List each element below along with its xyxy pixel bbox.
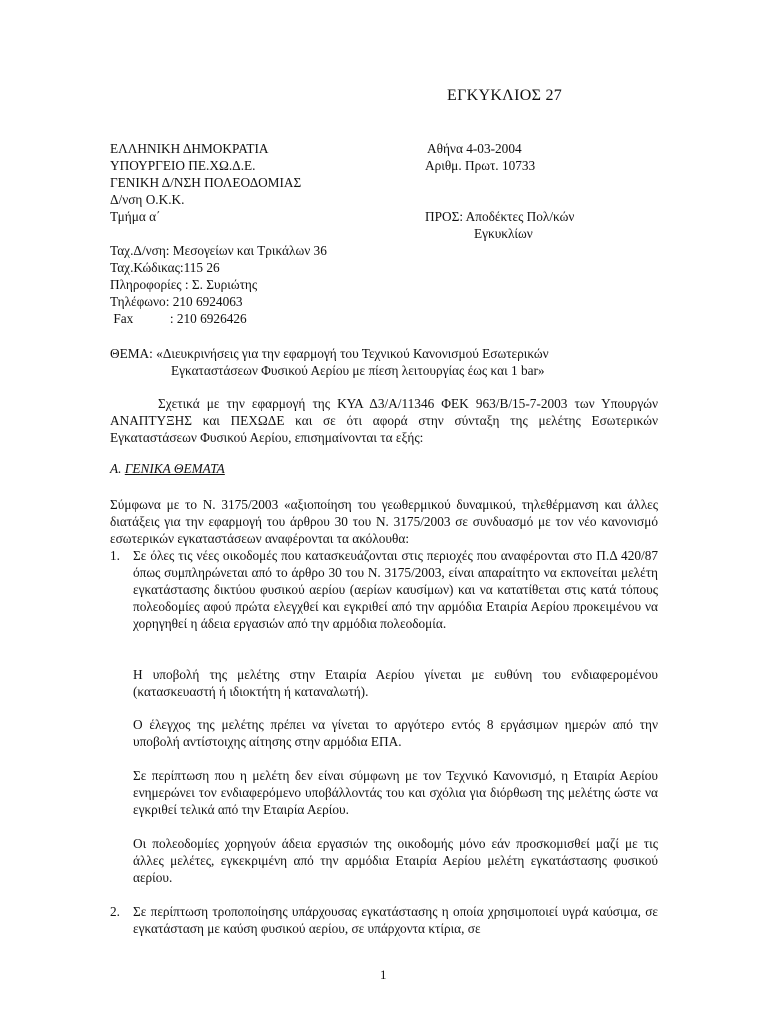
- protocol-number: Αριθμ. Πρωτ. 10733: [425, 158, 536, 173]
- section-intro-paragraph: Σύμφωνα με το Ν. 3175/2003 «αξιοποίηση του γεωθερμικού δυναμικού, τηλεθέρμανση και άλλες διατάξεις για την εφαρμογή του άρθρου 30 του Ν. 3175/2003 σε συνδυασμό με τον νέο κανονισμό εσωτερικών εγκαταστάσεων αναφέρονται τα ακόλουθα:: [110, 497, 658, 546]
- info-line: Πληροφορίες : Σ. Συριώτης: [110, 277, 258, 292]
- phone-line: Τηλέφωνο: 210 6924063: [110, 294, 243, 309]
- subject-line-2: Εγκαταστάσεων Φυσικού Αερίου με πίεση λειτουργίας έως και 1 bar»: [171, 363, 545, 378]
- fax-line: Fax : 210 6926426: [110, 311, 247, 326]
- section-title: ΓΕΝΙΚΑ ΘΕΜΑΤΑ: [124, 461, 225, 476]
- item1-paragraph-4: Σε περίπτωση που η μελέτη δεν είναι σύμφωνη με τον Τεχνικό Κανονισμό, η Εταιρία Αερίου ενημερώνει τον ενδιαφερόμενο υποβάλλοντάς του και σχόλια για διόρθωση της μελέτης ώστε να εγκριθεί τελικά από την Εταιρία Αερίου.: [133, 768, 658, 817]
- page-number: 1: [380, 967, 387, 982]
- postcode-line: Ταχ.Κώδικας:115 26: [110, 260, 220, 275]
- recipients-line: ΠΡΟΣ: Αποδέκτες Πολ/κών: [425, 209, 575, 224]
- item1-paragraph-5: Οι πολεοδομίες χορηγούν άδεια εργασιών της οικοδομής μόνο εάν προσκομισθεί μαζί με τις άλλες μελέτες, εγκεκριμένη από την αρμόδια Εταιρία Αερίου μελέτη εγκατάστασης φυσικού αερίου.: [133, 836, 658, 885]
- subject-line-1: ΘΕΜΑ: «Διευκρινήσεις για την εφαρμογή του Τεχνικού Κανονισμού Εσωτερικών: [110, 346, 549, 361]
- list-item-number: 2.: [110, 904, 120, 919]
- list-item-number: 1.: [110, 548, 120, 563]
- item1-paragraph-3: Ο έλεγχος της μελέτης πρέπει να γίνεται το αργότερο εντός 8 εργάσιμων ημερών από την υποβολή αντίστοιχης αίτησης στην αρμόδια ΕΠΑ.: [133, 717, 658, 749]
- address-line: Ταχ.Δ/νση: Μεσογείων και Τρικάλων 36: [110, 243, 327, 258]
- intro-paragraph: Σχετικά με την εφαρμογή της ΚΥΑ Δ3/Α/11346 ΦΕΚ 963/Β/15-7-2003 των Υπουργών ΑΝΑΠΤΥΞΗΣ και ΠΕΧΩΔΕ και σε ότι αφορά στην σύνταξη της μελέτης Εσωτερικών Εγκαταστάσεων Φυσικού Αερίου, επισημαίνονται τα εξής:: [110, 396, 658, 445]
- ministry-line: ΥΠΟΥΡΓΕΙΟ ΠΕ.ΧΩ.Δ.Ε.: [110, 158, 256, 173]
- directorate-line: ΓΕΝΙΚΗ Δ/ΝΣΗ ΠΟΛΕΟΔΟΜΙΑΣ: [110, 175, 302, 190]
- section-heading: [110, 460, 225, 477]
- item2-paragraph-1: Σε περίπτωση τροποποίησης υπάρχουσας εγκατάστασης η οποία χρησιμοποιεί υγρά καύσιμα, σε εγκατάσταση με καύση φυσικού αερίου, σε υπάρχοντα κτίρια, σε: [133, 904, 658, 936]
- item1-paragraph-1: Σε όλες τις νέες οικοδομές που κατασκευάζονται στις περιοχές που αναφέρονται στο Π.Δ 420/87 όπως συμπληρώνεται από το άρθρο 30 του Ν. 3175/2003, είναι απαραίτητο να εκπονείται μελέτη εγκατάστασης δικτύου φυσικού αερίου (αερίων καυσίμων) και να κατατίθεται στις κατά τόπους πολεοδομίες αφού πρώτα ελεγχθεί και εγκριθεί από την αρμόδια Εταιρία Αερίου προκειμένου να χορηγηθεί η άδεια εργασιών από την αρμόδια πολεοδομία.: [133, 548, 658, 631]
- section-letter: Α.: [110, 461, 122, 476]
- recipients-line-2: Εγκυκλίων: [474, 226, 533, 241]
- republic-line: ΕΛΛΗΝΙΚΗ ΔΗΜΟΚΡΑΤΙΑ: [110, 141, 269, 156]
- section-line: Τμήμα α΄: [110, 209, 161, 224]
- department-line: Δ/νση Ο.Κ.Κ.: [110, 192, 185, 207]
- item1-paragraph-2: Η υποβολή της μελέτης στην Εταιρία Αερίου γίνεται με ευθύνη του ενδιαφερομένου (κατασκευαστή ή ιδιοκτήτη ή καταναλωτή).: [133, 667, 658, 699]
- date-line: Αθήνα 4-03-2004: [427, 141, 522, 156]
- document-title: ΕΓΚΥΚΛΙΟΣ 27: [447, 87, 563, 104]
- subject-block: [110, 345, 650, 379]
